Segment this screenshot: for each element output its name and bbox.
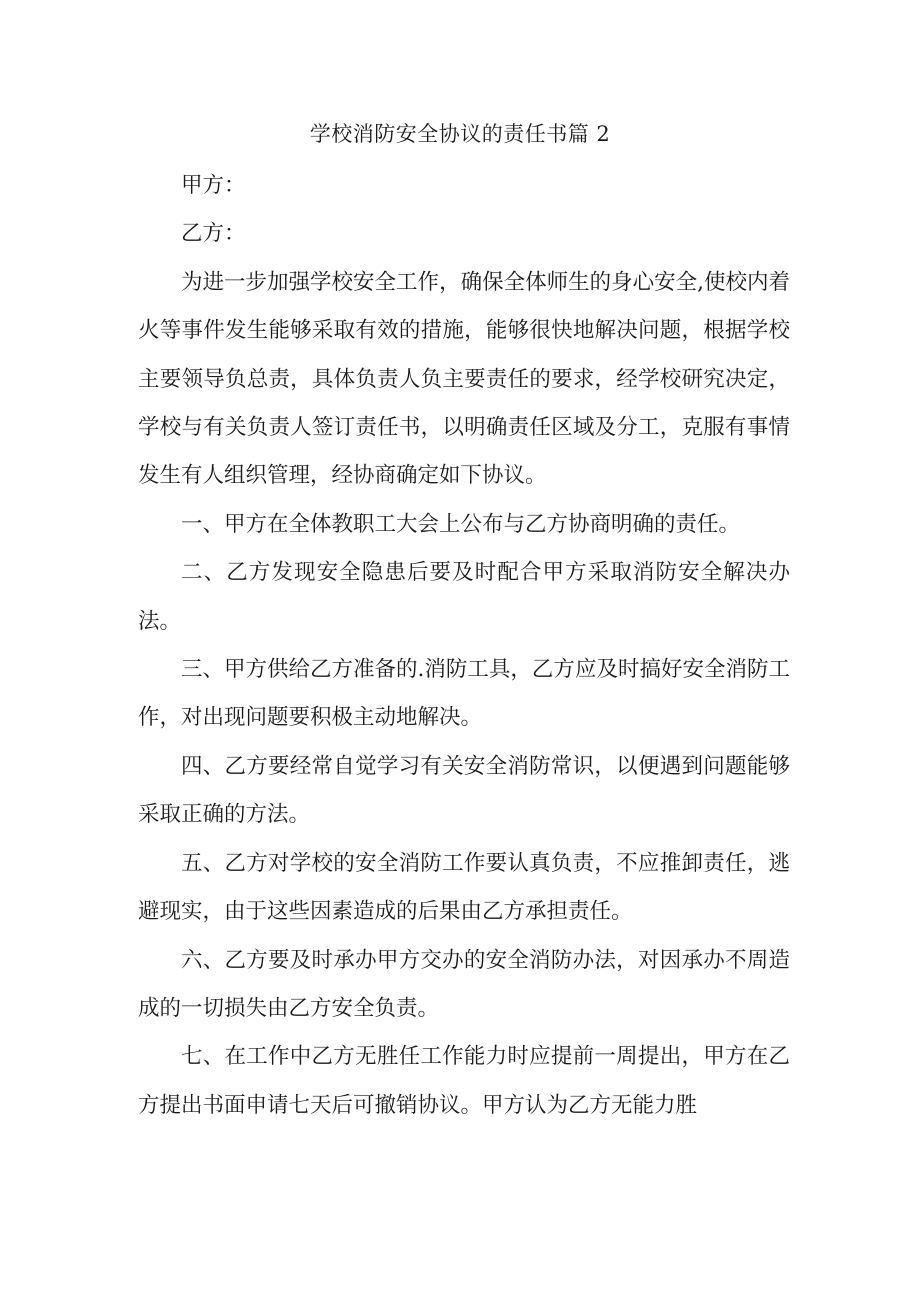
clause-4: 四、乙方要经常自觉学习有关安全消防常识，以便遇到问题能够采取正确的方法。 [138, 753, 790, 828]
clause-3: 三、甲方供给乙方准备的.消防工具，乙方应及时搞好安全消防工作，对出现问题要积极主动地解决。 [138, 657, 790, 731]
document-title: 学校消防安全协议的责任书篇 2 [309, 122, 611, 146]
clause-2: 二、乙方发现安全隐患后要及时配合甲方采取消防安全解决办法。 [138, 560, 790, 634]
clause-7: 七、在工作中乙方无胜任工作能力时应提前一周提出，甲方在乙方提出书面申请七天后可撤销协议。甲方认为乙方无能力胜 [138, 1044, 790, 1118]
clause-1: 一、甲方在全体教职工大会上公布与乙方协商明确的责任。 [181, 511, 741, 537]
clause-5: 五、乙方对学校的安全消防工作要认真负责，不应推卸责任，逃避现实，由于这些因素造成的后果由乙方承担责任。 [138, 850, 790, 925]
document-body [138, 162, 790, 1130]
intro-paragraph: 为进一步加强学校安全工作，确保全体师生的身心安全,使校内着火等事件发生能够采取有效的措施，能够很快地解决问题，根据学校主要领导负总责，具体负责人负主要责任的要求，经学校研究决定，学校与有关负责人签订责任书，以明确责任区域及分工，克服有事情发生有人组织管理，经协商确定如下协议。 [138, 269, 790, 489]
clause-6: 六、乙方要及时承办甲方交办的安全消防办法，对因承办不周造成的一切损失由乙方安全负责。 [138, 947, 790, 1021]
party-a-line: 甲方： [181, 173, 246, 198]
party-b-line: 乙方： [181, 221, 246, 247]
